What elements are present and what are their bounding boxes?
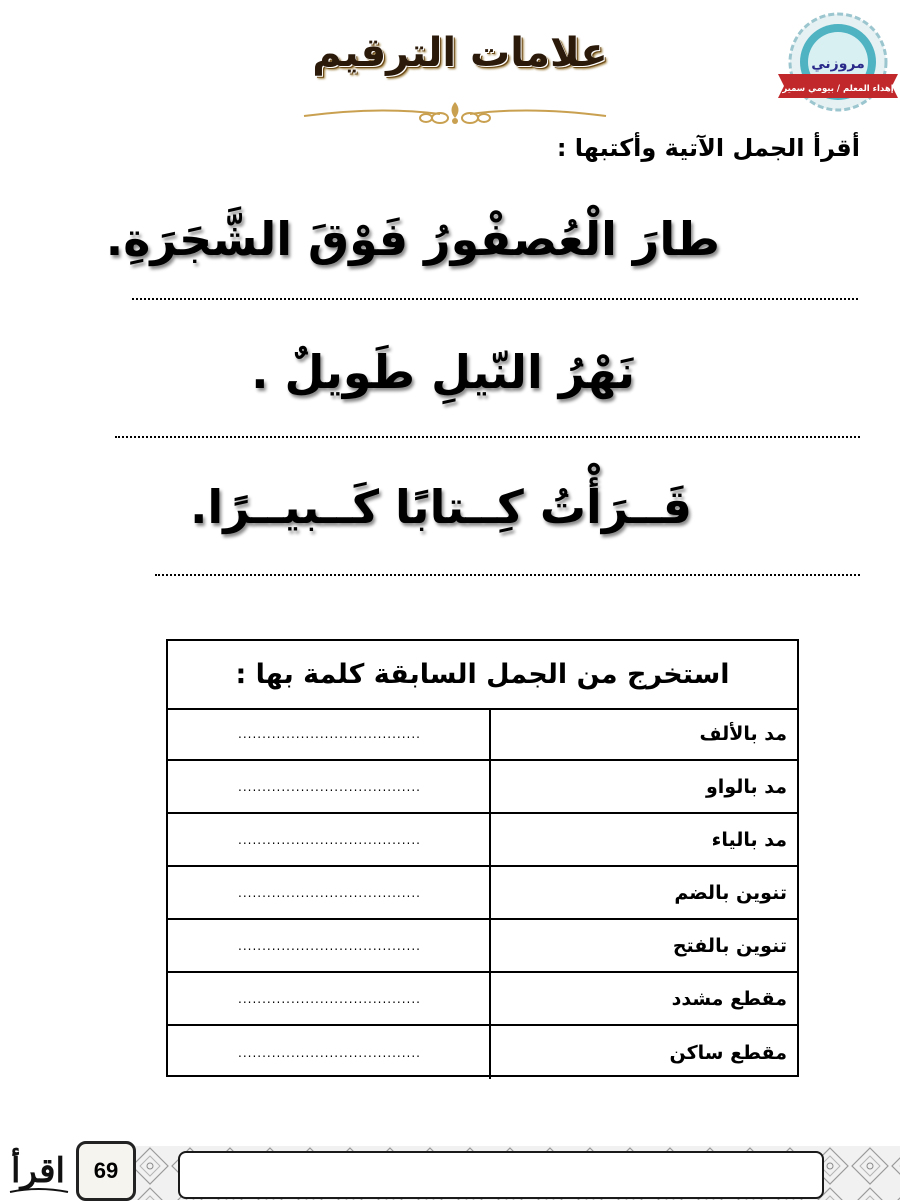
- page-title: علامات الترقيم: [312, 30, 608, 76]
- footer-name-box: [178, 1151, 824, 1199]
- writing-line-3: [155, 574, 860, 576]
- sentence-1: طارَ الْعُصفْورُ فَوْقَ الشَّجَرَةِ.: [105, 212, 720, 266]
- sentence-3: قَــرَأْتُ كِــتابًا كَــبيــرًا.: [189, 480, 692, 534]
- iqra-text: اقرأ: [11, 1151, 65, 1191]
- logo-ribbon-text: إهداء المعلم / بيومي سمير: [782, 84, 894, 94]
- table-row: [168, 708, 797, 761]
- iqra-calligraphy: [2, 1112, 74, 1200]
- row-label: تنوين بالضم: [489, 867, 797, 918]
- writing-line-1: [132, 298, 858, 300]
- row-label: تنوين بالفتح: [489, 920, 797, 971]
- instruction-text: أقرأ الجمل الآتية وأكتبها :: [556, 134, 860, 162]
- row-label: مد بالألف: [489, 708, 797, 759]
- answer-field[interactable]: ......................................: [238, 832, 421, 847]
- answer-field[interactable]: ......................................: [238, 885, 421, 900]
- title-ornament: [300, 96, 610, 132]
- table-row: [168, 920, 797, 973]
- answer-field[interactable]: ......................................: [238, 726, 421, 741]
- table-row: [168, 867, 797, 920]
- table-row: [168, 761, 797, 814]
- writing-line-2: [115, 436, 860, 438]
- logo-badge: [772, 10, 900, 120]
- answer-field[interactable]: ......................................: [238, 779, 421, 794]
- sentence-2: نَهْرُ النّيلِ طَويلٌ .: [251, 345, 635, 399]
- row-label: مد بالياء: [489, 814, 797, 865]
- page-number: 69: [76, 1141, 136, 1201]
- logo-brand: مروزني: [811, 56, 865, 72]
- row-label: مد بالواو: [489, 761, 797, 812]
- row-label: مقطع مشدد: [489, 973, 797, 1024]
- answer-field[interactable]: ......................................: [238, 938, 421, 953]
- table-row: [168, 814, 797, 867]
- answer-field[interactable]: ......................................: [238, 991, 421, 1006]
- table-row: [168, 1026, 797, 1079]
- table-header: استخرج من الجمل السابقة كلمة بها :: [168, 641, 797, 710]
- row-label: مقطع ساكن: [489, 1026, 797, 1079]
- table-row: [168, 973, 797, 1026]
- extraction-table: [166, 639, 799, 1077]
- answer-field[interactable]: ......................................: [238, 1045, 421, 1060]
